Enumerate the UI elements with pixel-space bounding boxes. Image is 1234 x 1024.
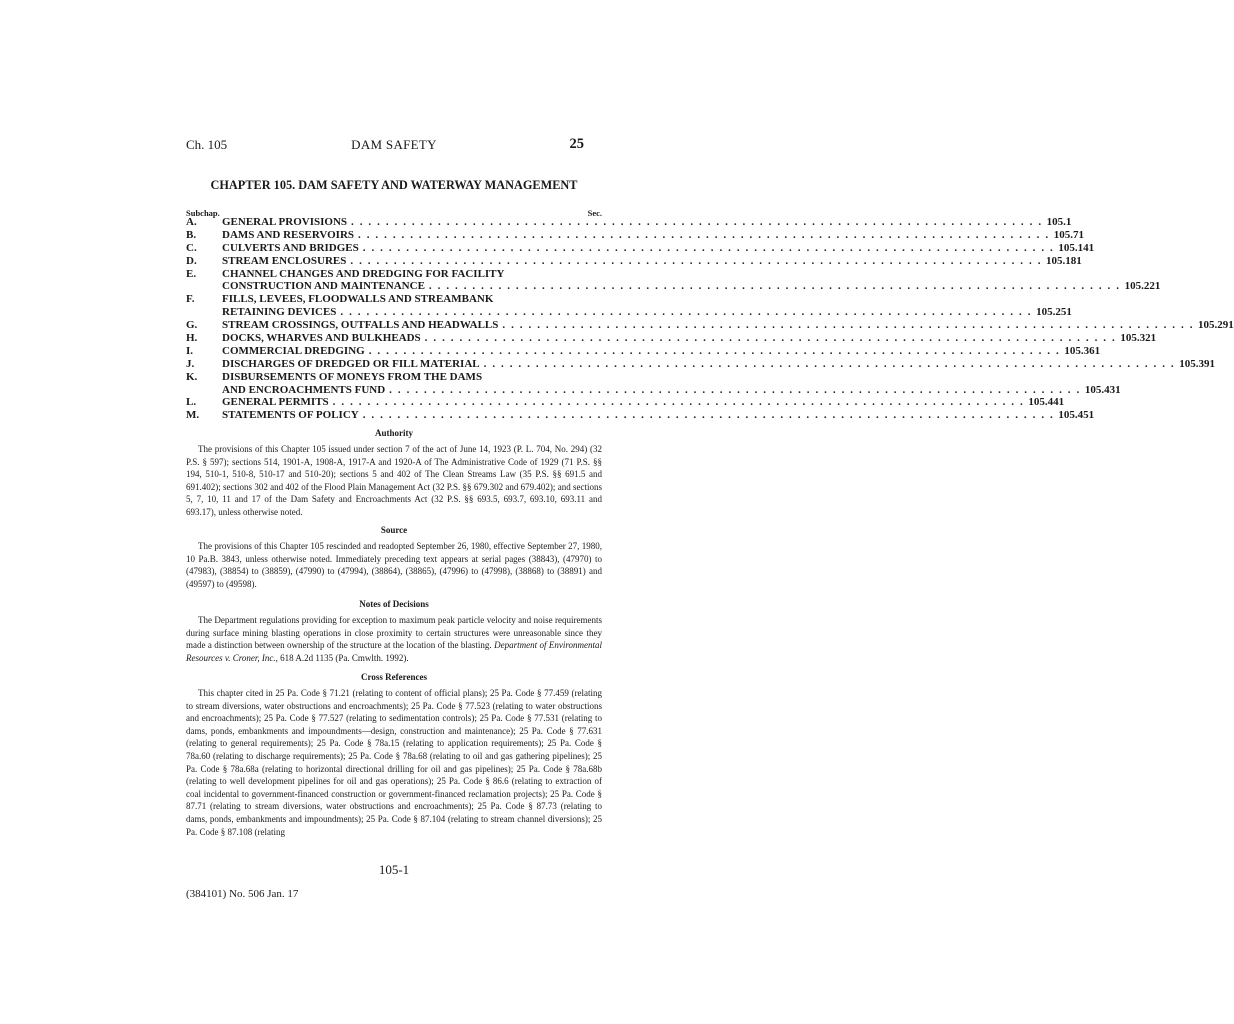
toc-letter: E.	[186, 267, 197, 280]
toc-section-number: 105.451	[1058, 409, 1095, 422]
toc-section-number: 105.431	[1084, 383, 1121, 396]
toc-letter: M.	[186, 409, 200, 422]
toc-section-number: 105.141	[1058, 241, 1095, 254]
toc-label: GENERAL PROVISIONS	[222, 216, 348, 228]
running-title: DAM SAFETY	[351, 137, 437, 152]
toc-row	[186, 241, 1095, 255]
toc-letter: B.	[186, 228, 197, 241]
folio: 105-1	[378, 862, 410, 877]
source-paragraph	[186, 540, 602, 590]
toc-row	[186, 228, 1084, 242]
toc-row	[186, 383, 1121, 397]
toc-section-number: 105.321	[1120, 332, 1157, 345]
toc-section-number: 105.181	[1046, 254, 1082, 267]
toc-row	[186, 306, 1072, 319]
page-footer: (384101) No. 506 Jan. 17	[186, 888, 299, 900]
toc-row	[186, 332, 1157, 345]
toc-row	[186, 371, 602, 384]
toc-label: FILLS, LEVEES, FLOODWALLS AND STREAMBANK	[222, 293, 494, 306]
source-heading: Source	[380, 525, 408, 535]
toc-leader-dots: . . . . . . . . . . . . . . . . . . . . . . . . . . . . . . . . . . . . . . . . . . . . . . . . . . . . . . . . . . . . . . . . . . . . . . . . . . . . . . . .	[424, 332, 1117, 345]
toc-row	[186, 216, 1072, 229]
toc-leader-dots: . . . . . . . . . . . . . . . . . . . . . . . . . . . . . . . . . . . . . . . . . . . . . . . . . . . . . . . . . . . . . . . . . . . . . . . . . . . . . . . .	[389, 383, 1081, 396]
case-citation: , 618 A.2d 1135 (Pa. Cmwlth. 1992).	[275, 652, 409, 663]
toc-letter: A.	[186, 216, 197, 228]
toc-label: DOCKS, WHARVES AND BULKHEADS	[222, 332, 421, 345]
toc-label: COMMERCIAL DREDGING	[222, 344, 365, 357]
toc-letter: L.	[186, 396, 197, 409]
notes-heading: Notes of Decisions	[359, 599, 429, 609]
toc-leader-dots: . . . . . . . . . . . . . . . . . . . . . . . . . . . . . . . . . . . . . . . . . . . . . . . . . . . . . . . . . . . . . . . . . . . . . . . . . . . . . . . .	[362, 409, 1055, 422]
toc-section-number: 105.361	[1064, 344, 1101, 357]
toc-row	[186, 254, 1082, 268]
chapter-title: CHAPTER 105. DAM SAFETY AND WATERWAY MANAGEMENT	[210, 178, 578, 192]
toc-label: DISBURSEMENTS OF MONEYS FROM THE DAMS	[222, 370, 483, 383]
toc-row	[186, 293, 602, 306]
toc-subchap-header: Subchap.	[186, 208, 220, 218]
toc-label: CULVERTS AND BRIDGES	[222, 241, 359, 254]
toc-label: STREAM CROSSINGS, OUTFALLS AND HEADWALLS	[222, 319, 499, 332]
notes-text: The Department regulations providing for exception to maximum peak particle velocity and noise requirements during surface mining blasting operations in close proximity to certain structures were unreasonable since they made a distinction between ownership of the structure at the location of the blasting.	[186, 615, 602, 651]
toc-leader-dots: . . . . . . . . . . . . . . . . . . . . . . . . . . . . . . . . . . . . . . . . . . . . . . . . . . . . . . . . . . . . . . . . . . . . . . . . . . . . . . . .	[428, 280, 1121, 293]
toc-label: AND ENCROACHMENTS FUND	[222, 383, 386, 396]
toc-label: GENERAL PERMITS	[222, 396, 329, 409]
toc-leader-dots: . . . . . . . . . . . . . . . . . . . . . . . . . . . . . . . . . . . . . . . . . . . . . . . . . . . . . . . . . . . . . . . . . . . . . . . . . . . . . . . .	[351, 216, 1043, 228]
toc-row	[186, 344, 1101, 358]
toc-label: RETAINING DEVICES	[222, 306, 337, 319]
toc-letter: D.	[186, 254, 197, 267]
toc-leader-dots: . . . . . . . . . . . . . . . . . . . . . . . . . . . . . . . . . . . . . . . . . . . . . . . . . . . . . . . . . . . . . . . . . . . . . . . . . . . . . . . .	[502, 319, 1195, 332]
cross-references-text: This chapter cited in 25 Pa. Code § 71.21 (relating to content of official plans); 25 Pa. Code § 77.459 (relating to stream diversions, water obstructions and encroachments); 25 Pa. Code § 77.523 (relating to water obstructions and encroachments); 25 Pa. Code § 77.527 (relating to sedimentation controls); 25 Pa. Code § 77.531 (relating to dams, ponds, embankments and impoundments—design, construction and maintenance); 25 Pa. Code § 77.631 (relating to general requirements); 25 Pa. Code § 78a.15 (relating to application requirements); 25 Pa. Code § 78a.60 (relating to discharge requirements); 25 Pa. Code § 78a.68 (relating to oil and gas gathering pipelines); 25 Pa. Code § 78a.68a (relating to horizontal directional drilling for oil and gas pipelines); 25 Pa. Code § 78a.68b (relating to well development pipelines for oil and gas operations); 25 Pa. Code § 86.6 (relating to extraction of coal incidental to government-financed construction or government-financed reclamation projects); 25 Pa. Code § 87.71 (relating to stream diversions, water obstructions and encroachments); 25 Pa. Code § 87.73 (relating to dams, ponds, embankments and impoundments); 25 Pa. Code § 87.104 (relating to stream channel diversions); 25 Pa. Code § 87.108 (relating	[186, 688, 602, 837]
toc-section-number: 105.221	[1124, 280, 1161, 293]
toc-letter: H.	[186, 332, 198, 345]
notes-paragraph	[186, 614, 602, 664]
toc-letter: F.	[186, 293, 195, 306]
toc-leader-dots: . . . . . . . . . . . . . . . . . . . . . . . . . . . . . . . . . . . . . . . . . . . . . . . . . . . . . . . . . . . . . . . . . . . . . . . . . . . . . . . .	[350, 254, 1043, 267]
toc-section-number: 105.391	[1179, 357, 1216, 370]
toc-letter: C.	[186, 241, 197, 254]
toc-letter: K.	[186, 370, 198, 383]
toc-row	[186, 357, 1216, 371]
case-name: Department of Environmental Resources v. Croner, Inc.	[186, 640, 602, 663]
toc-leader-dots: . . . . . . . . . . . . . . . . . . . . . . . . . . . . . . . . . . . . . . . . . . . . . . . . . . . . . . . . . . . . . . . . . . . . . . . . . . . . . . . .	[358, 228, 1050, 241]
authority-paragraph	[186, 443, 602, 519]
toc-leader-dots: . . . . . . . . . . . . . . . . . . . . . . . . . . . . . . . . . . . . . . . . . . . . . . . . . . . . . . . . . . . . . . . . . . . . . . . . . . . . . . . .	[332, 396, 1025, 409]
toc-label: DISCHARGES OF DREDGED OR FILL MATERIAL	[222, 357, 480, 370]
toc-section-number: 105.441	[1028, 396, 1065, 409]
toc-leader-dots: . . . . . . . . . . . . . . . . . . . . . . . . . . . . . . . . . . . . . . . . . . . . . . . . . . . . . . . . . . . . . . . . . . . . . . . . . . . . . . . .	[368, 344, 1061, 357]
toc-row	[186, 280, 1161, 293]
toc-leader-dots: . . . . . . . . . . . . . . . . . . . . . . . . . . . . . . . . . . . . . . . . . . . . . . . . . . . . . . . . . . . . . . . . . . . . . . . . . . . . . . . .	[483, 357, 1176, 370]
toc-row	[186, 319, 1234, 332]
cross-references-paragraph	[186, 687, 602, 838]
table-of-contents	[186, 216, 1234, 422]
toc-sec-header: Sec.	[587, 208, 602, 218]
toc-leader-dots: . . . . . . . . . . . . . . . . . . . . . . . . . . . . . . . . . . . . . . . . . . . . . . . . . . . . . . . . . . . . . . . . . . . . . . . . . . . . . . . .	[340, 306, 1033, 319]
toc-letter: J.	[186, 357, 195, 370]
toc-row	[186, 409, 1095, 422]
toc-row	[186, 268, 602, 281]
toc-label: DAMS AND RESERVOIRS	[222, 228, 355, 241]
source-text: The provisions of this Chapter 105 rescinded and readopted September 26, 1980, effective September 27, 1980, 10 Pa.B. 3843, unless otherwise noted. Immediately preceding text appears at serial pages (38843), (47970) to (47983), (38854) to (38859), (47990) to (47994), (38864), (38865), (47996) to (47998), (38868) to (38891) and (49597) to (49598).	[186, 541, 602, 589]
page-number: 25	[569, 136, 584, 152]
toc-label: CHANNEL CHANGES AND DREDGING FOR FACILITY	[222, 267, 505, 280]
toc-row	[186, 396, 1065, 409]
authority-heading: Authority	[375, 428, 413, 438]
toc-section-number: 105.1	[1046, 216, 1072, 228]
toc-section-number: 105.291	[1198, 319, 1234, 332]
toc-letter: G.	[186, 319, 198, 332]
toc-letter: I.	[186, 344, 194, 357]
cross-references-heading: Cross References	[361, 672, 427, 682]
toc-section-number: 105.71	[1053, 228, 1084, 241]
toc-section-number: 105.251	[1036, 306, 1072, 319]
toc-label: STREAM ENCLOSURES	[222, 254, 347, 267]
toc-leader-dots: . . . . . . . . . . . . . . . . . . . . . . . . . . . . . . . . . . . . . . . . . . . . . . . . . . . . . . . . . . . . . . . . . . . . . . . . . . . . . . . .	[362, 241, 1055, 254]
chapter-label: Ch. 105	[186, 137, 228, 152]
toc-label: STATEMENTS OF POLICY	[222, 409, 359, 422]
authority-text: The provisions of this Chapter 105 issued under section 7 of the act of June 14, 1923 (P. L. 704, No. 294) (32 P.S. § 597); sections 514, 1901-A, 1908-A, 1917-A and 1920-A of The Administrative Code of 1929 (71 P.S. §§ 194, 510-1, 510-8, 510-17 and 510-20); sections 5 and 402 of The Clean Streams Law (35 P.S. §§ 691.5 and 691.402); sections 302 and 402 of the Flood Plain Management Act (32 P.S. §§ 679.302 and 679.402); and sections 5, 7, 10, 11 and 17 of the Dam Safety and Encroachments Act (32 P.S. §§ 693.5, 693.7, 693.10, 693.11 and 693.17), unless otherwise noted.	[186, 444, 602, 517]
toc-label: CONSTRUCTION AND MAINTENANCE	[222, 280, 425, 293]
